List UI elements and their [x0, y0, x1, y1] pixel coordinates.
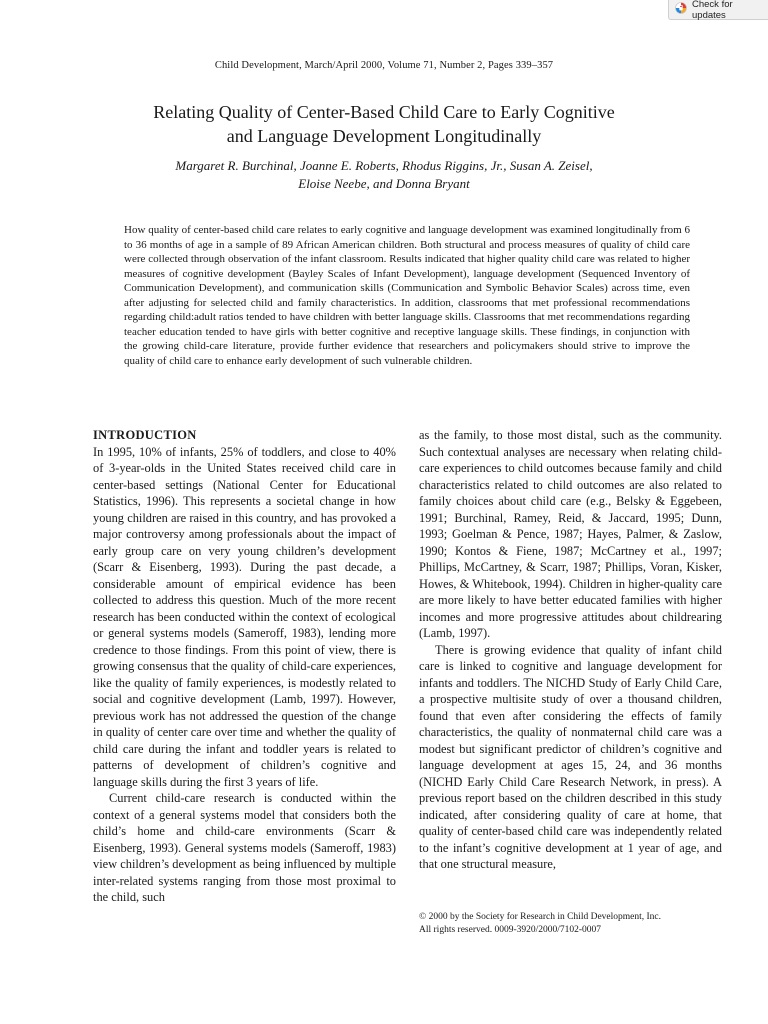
crossmark-icon [675, 2, 687, 17]
copyright-notice [419, 911, 739, 936]
title-line-2: and Language Development Longitudinally [226, 126, 542, 146]
copyright-line-1: © 2000 by the Society for Research in Child Development, Inc. [419, 912, 662, 922]
author-list [90, 157, 678, 193]
check-for-updates-button[interactable] [668, 0, 768, 20]
abstract: How quality of center-based child care relates to early cognitive and language development was examined longitudinally from 6 to 36 months of age in a sample of 89 African American children. Both structural and process measures of quality of child care were collected through observation of the infant classroom. Results indicated that higher quality child care was related to higher measures of cognitive development (Bayley Scales of Infant Development), language development (Sequenced Inventory of Communication Development), and communication skills (Communication and Symbolic Behavior Scales) across time, even after adjusting for selected child and family characteristics. In addition, classrooms that met professional recommendations regarding child:adult ratios tended to have children with better language skills. Classrooms that met recommendations regarding teacher education tended to have girls with better cognitive and receptive language skills. These findings, in conjunction with the growing child-care literature, provide further evidence that researchers and policymakers should strive to improve the quality of child care to enhance early development of such vulnerable children. [124, 224, 690, 367]
authors-line-1: Margaret R. Burchinal, Joanne E. Roberts, Rhodus Riggins, Jr., Susan A. Zeisel, [175, 158, 593, 173]
authors-line-2: Eloise Neebe, and Donna Bryant [298, 176, 470, 191]
right-column [419, 427, 722, 873]
body-paragraph: as the family, to those most distal, such as the community. Such contextual analyses are necessary when relating child-care experiences to child outcomes because family and child characteristics related to child outcomes are also related to family choices about child care (e.g., Belsky & Eggebeen, 1991; Burchinal, Ramey, Reid, & Jaccard, 1995; Dunn, 1993; Goelman & Pence, 1987; Hayes, Palmer, & Zaslow, 1990; Kontos & Fiene, 1987; McCartney et al., 1997; Phillips, McCartney, & Scarr, 1987; Phillips, Voran, Kisker, Howes, & Whitebook, 1994). Children in higher-quality care are more likely to have better educated families with higher incomes and more progressive attitudes about childrearing (Lamb, 1997). [419, 428, 722, 640]
article-title [90, 100, 678, 148]
body-paragraph: In 1995, 10% of infants, 25% of toddlers, and close to 40% of 3-year-olds in the United States received child care in center-based settings (National Center for Educational Statistics, 1996). This represents a societal change in how young children are raised in this country, and has provoked a major controversy among professionals about the impact of early group care on very young children’s development (Scarr & Eisenberg, 1993). During the past decade, a considerable amount of empirical evidence has been collected to address this question. Much of the more recent research has been conducted within the context of ecological or general systems models (Sameroff, 1983), lending more credence to those findings. From this point of view, there is growing consensus that the quality of child-care experiences, like the quality of family experiences, is modestly related to social and cognitive development (Lamb, 1997). However, previous work has not addressed the question of the change in quality of center care over time and whether the quality of child care during the infant and toddler years is related to patterns of development of children’s cognitive and language skills during the first 3 years of life. [93, 444, 396, 789]
body-paragraph: Current child-care research is conducted within the context of a general systems model that considers both the child’s home and child-care environments (Scarr & Eisenberg, 1993). General systems models (Sameroff, 1983) view children’s development as being influenced by multiple inter-related systems ranging from those most proximal to the child, such [93, 791, 396, 904]
journal-citation: Child Development, March/April 2000, Volume 71, Number 2, Pages 339–357 [214, 60, 554, 71]
copyright-line-2: All rights reserved. 0009-3920/2000/7102-0007 [419, 924, 602, 935]
body-paragraph: There is growing evidence that quality of infant child care is linked to cognitive and language development for infants and toddlers. The NICHD Study of Early Child Care, a prospective multisite study of over a thousand children, found that even after considering the effects of family characteristics, the quality of nonmaternal child care was a modest but significant predictor of children’s cognitive and language development at ages 15, 24, and 36 months (NICHD Early Child Care Research Network, in press). A previous report based on the children described in this study indicated, after considering quality of care at home, that quality of center-based child care was independently related to the infant’s cognitive development at 1 year of age, and that one structural measure, [419, 642, 722, 871]
section-heading-introduction: INTRODUCTION [93, 428, 197, 442]
title-line-1: Relating Quality of Center-Based Child Care to Early Cognitive [153, 102, 615, 122]
check-for-updates-label: Check for updates [692, 0, 733, 21]
left-column [93, 427, 396, 906]
